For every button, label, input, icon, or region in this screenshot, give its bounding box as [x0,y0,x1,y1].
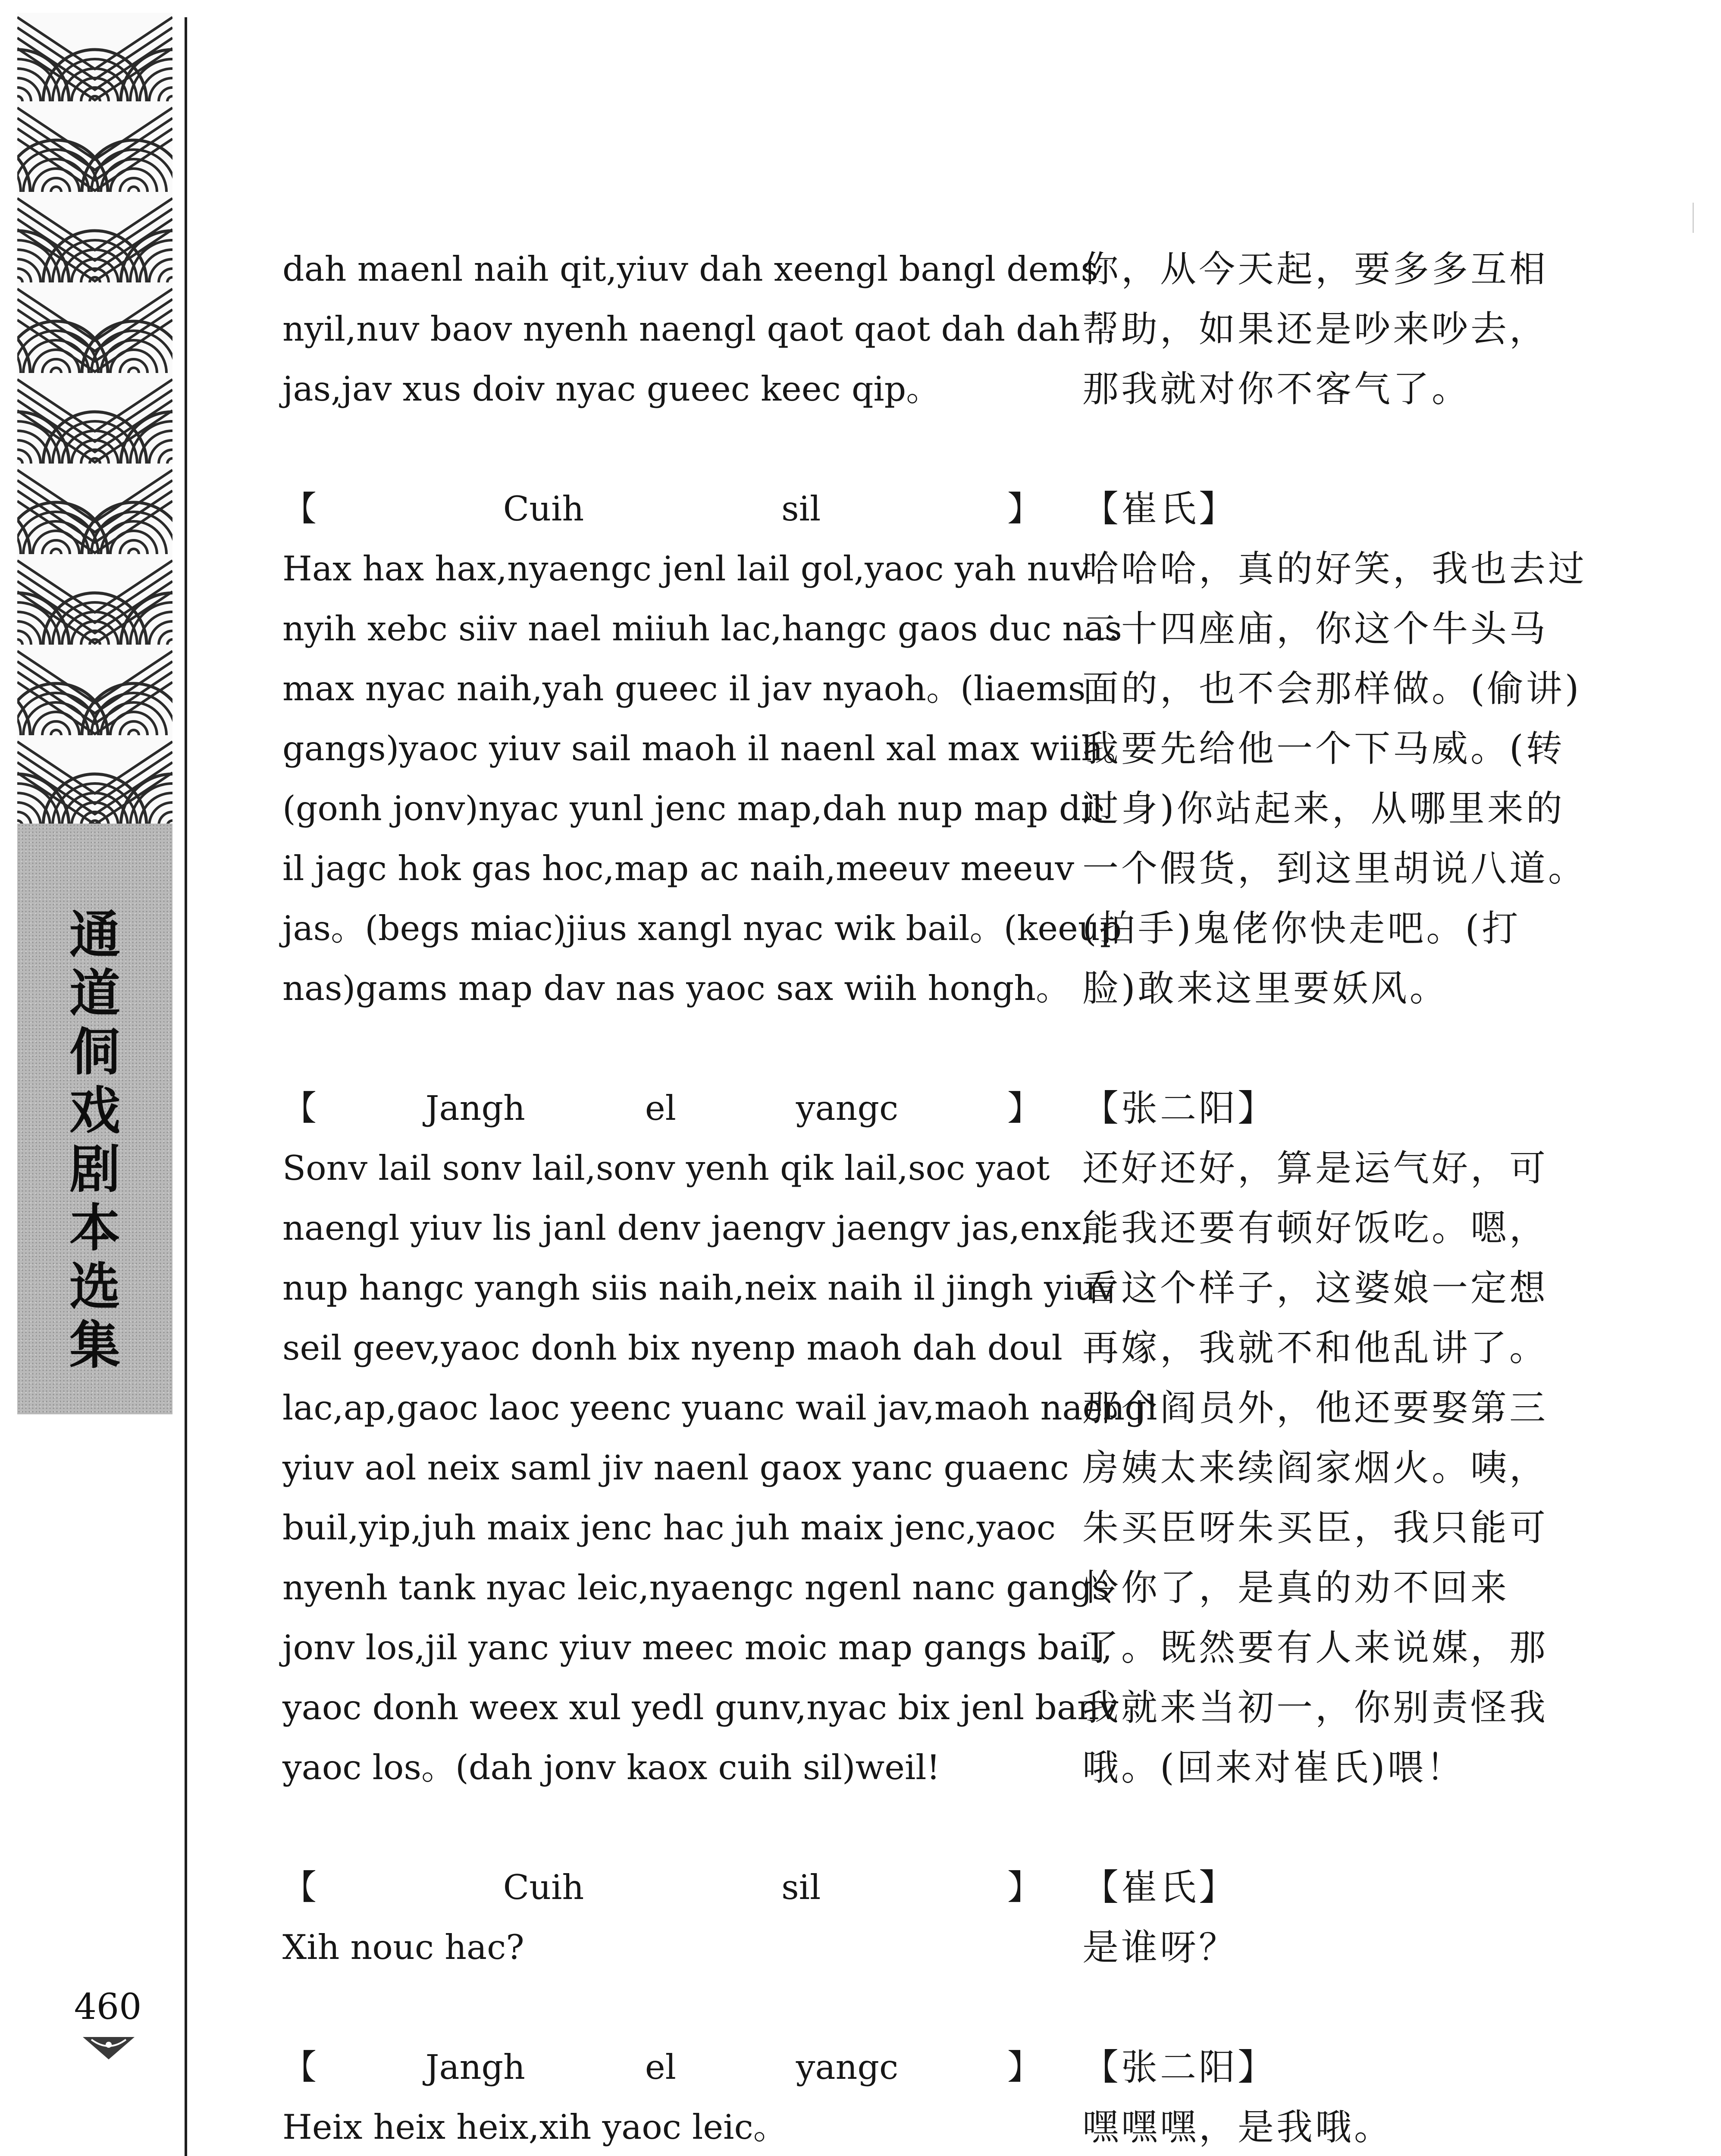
text-line: 朱买臣呀朱买臣，我只能可 [1082,1507,1549,1549]
text-line: Sonv lail sonv lail,sonv yenh qik lail,soc yaot [282,1148,1050,1188]
title-char: 戏 [69,1081,120,1141]
paragraph-gap [282,1798,1041,1858]
text-line: gangs)yaoc yiuv sail maoh il naenl xal max wiih。 [282,729,1137,768]
spine-divider-line [185,17,187,2156]
text-line: 还好还好，算是运气好，可 [1082,1147,1549,1189]
text-line: 那我就对你不客气了。 [1082,368,1471,410]
text-line: 一个假货，到这里胡说八道。 [1082,847,1587,890]
text-line: 面的，也不会那样做。(偷讲) [1082,667,1582,710]
title-char: 道 [69,963,120,1023]
text-line: nyenh tank nyac leic,nyaengc ngenl nanc gangs [282,1568,1110,1608]
text-line: jas。(begs miac)jius xangl nyac wik bail。(keeup [282,909,1122,948]
text-line: nup hangc yangh siis naih,neix naih il jingh yiuv [282,1268,1116,1308]
text-line: 能我还要有顿好饭吃。嗯， [1082,1207,1549,1249]
text-line: 帮助，如果还是吵来吵去， [1082,308,1549,350]
text-line: naengl yiuv lis janl denv jaengv jaengv jas,enx, [282,1208,1092,1248]
speaker-label: 【Cuih sil】 [282,489,1041,529]
text-line: yaoc donh weex xul yedl gunv,nyac bix jenl banv [282,1688,1119,1727]
paragraph-gap [1082,1018,1557,1078]
text-line: 怜你了，是真的劝不回来 [1082,1567,1510,1609]
text-line: 房姨太来续阎家烟火。咦， [1082,1447,1549,1489]
speaker-label: 【张二阳】 [1082,2046,1277,2088]
book-title-vertical [17,906,172,1375]
book-title-band [17,824,172,1414]
scan-mark [1693,203,1694,233]
speaker-label: 【崔氏】 [1082,488,1238,530]
speaker-label: 【Jangh el yangc】 [282,2047,1041,2087]
speaker-label: 【崔氏】 [1082,1866,1238,1908]
text-line: jonv los,jil yanc yiuv meec moic map gangs bail, [282,1628,1113,1667]
title-char: 本 [69,1198,120,1258]
text-line: il jagc hok gas hoc,map ac naih,meeuv meeuv [282,849,1075,888]
text-line: dah maenl naih qit,yiuv dah xeengl bangl dems [282,249,1098,289]
text-line: yiuv aol neix saml jiv naenl gaox yanc guaenc [282,1448,1069,1488]
text-line: lac,ap,gaoc laoc yeenc yuanc wail jav,maoh naengl [282,1388,1157,1428]
title-char: 选 [69,1257,120,1316]
text-line: 嘿嘿嘿，是我哦。 [1082,2106,1393,2148]
text-line: nyih xebc siiv nael miiuh lac,hangc gaos duc nas [282,609,1122,649]
text-line: 那个阎员外，他还要娶第三 [1082,1387,1549,1429]
paragraph-gap [1082,1798,1557,1858]
text-line: (gonh jonv)nyac yunl jenc map,dah nup map dil [282,789,1103,828]
text-line: nas)gams map dav nas yaoc sax wiih hongh。 [282,968,1070,1008]
text-line: (拍手)鬼佬你快走吧。(打 [1082,907,1521,950]
text-line: 再嫁，我就不和他乱讲了。 [1082,1327,1549,1369]
text-line: 哦。(回来对崔氏)喂！ [1082,1746,1465,1789]
dong-language-column [282,239,1157,2156]
text-line: nyil,nuv baov nyenh naengl qaot qaot dah dah [282,309,1080,349]
text-line: Heix heix heix,xih yaoc leic。 [282,2107,787,2147]
text-line: 是谁呀？ [1082,1926,1238,1968]
paragraph-gap [1082,1977,1557,2037]
speaker-label: 【Cuih sil】 [282,1868,1041,1907]
text-line: 我要先给他一个下马威。(转 [1082,727,1565,770]
speaker-label: 【张二阳】 [1082,1087,1277,1129]
text-line: Xih nouc hac? [282,1927,524,1967]
title-char: 集 [69,1315,120,1375]
text-line: 二十四座庙，你这个牛头马 [1082,608,1549,650]
text-line: 脸)敢来这里要妖风。 [1082,967,1448,1009]
title-char: 侗 [69,1022,120,1082]
text-line: yaoc los。(dah jonv kaox cuih sil)weil! [282,1748,940,1787]
title-char: 通 [69,905,120,965]
wave-pattern-decoration [17,13,172,824]
text-line: seil geev,yaoc donh bix nyenp maoh dah doul [282,1328,1063,1368]
text-line: Hax hax hax,nyaengc jenl lail gol,yaoc yah nuv [282,549,1090,589]
speaker-label: 【Jangh el yangc】 [282,1088,1041,1128]
text-line: jas,jav xus doiv nyac gueec keec qip。 [282,369,940,409]
text-line: 你，从今天起，要多多互相 [1082,248,1549,290]
text-line: 我就来当初一，你别责怪我 [1082,1686,1549,1729]
text-line: 过身)你站起来，从哪里来的 [1082,787,1565,830]
text-line: buil,yip,juh maix jenc hac juh maix jenc,yaoc [282,1508,1056,1548]
paragraph-gap [1082,419,1557,479]
text-line: max nyac naih,yah gueec il jav nyaoh。(liaems [282,669,1086,708]
title-char: 剧 [69,1139,120,1199]
text-line: 了。既然要有人来说媒，那 [1082,1626,1549,1669]
page-number: 460 [74,1987,142,2028]
text-line: 哈哈哈，真的好笑，我也去过 [1082,548,1587,590]
text-line: 看这个样子，这婆娘一定想 [1082,1267,1549,1309]
paragraph-gap [282,1977,1041,2037]
wave-pattern-icon [17,13,172,824]
chinese-translation-column [1082,239,1587,2156]
page-ornament-icon [83,2035,135,2063]
paragraph-gap [282,1018,1041,1078]
paragraph-gap [282,419,1041,479]
